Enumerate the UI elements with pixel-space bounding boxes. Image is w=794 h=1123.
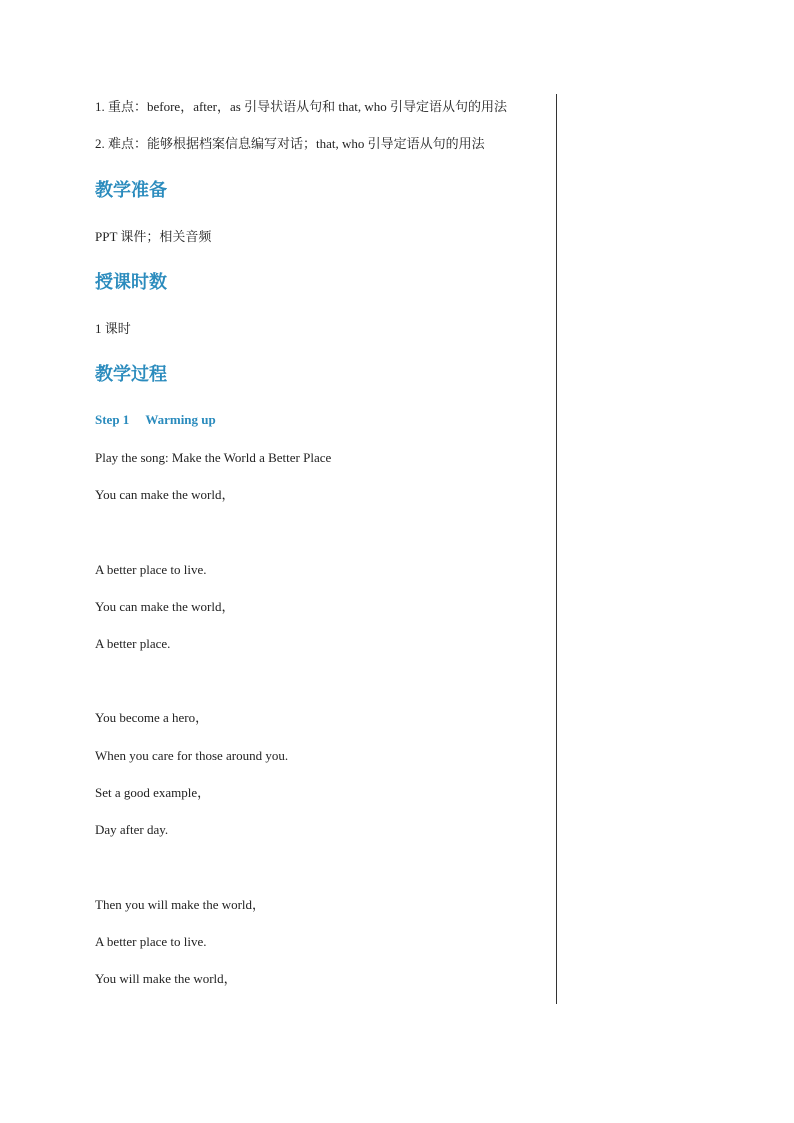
step-name: Warming up [145, 412, 216, 427]
lyric-line: You can make the world， [95, 599, 235, 614]
lyric-line: Set a good example， [95, 785, 211, 800]
prep-text: PPT 课件；相关音频 [95, 229, 212, 244]
hours-text: 1 课时 [95, 321, 131, 336]
process-heading: 教学过程 [95, 364, 167, 385]
key-point-1: 1. 重点：before，after，as 引导状语从句和 that, who 引导定语从句的用法 [95, 99, 507, 114]
key-point-2: 2. 难点：能够根据档案信息编写对话；that, who 引导定语从句的用法 [95, 136, 485, 151]
lyric-line: Day after day. [95, 822, 169, 837]
step-1-title [95, 412, 216, 428]
lyric-line: A better place to live. [95, 934, 207, 949]
song-intro: Play the song: Make the World a Better Place [95, 450, 332, 465]
step-label: Step 1 [95, 412, 130, 427]
lyric-line: Then you will make the world， [95, 897, 266, 912]
lyric-line: You will make the world， [95, 971, 237, 986]
lyric-line: When you care for those around you. [95, 748, 289, 763]
lyric-line: You become a hero， [95, 710, 209, 725]
lyric-line: A better place to live. [95, 562, 207, 577]
prep-heading: 教学准备 [95, 180, 167, 201]
hours-heading: 授课时数 [95, 272, 167, 293]
margin-rule [556, 94, 557, 1004]
lyric-line: A better place. [95, 636, 171, 651]
lyric-line: You can make the world， [95, 487, 235, 502]
